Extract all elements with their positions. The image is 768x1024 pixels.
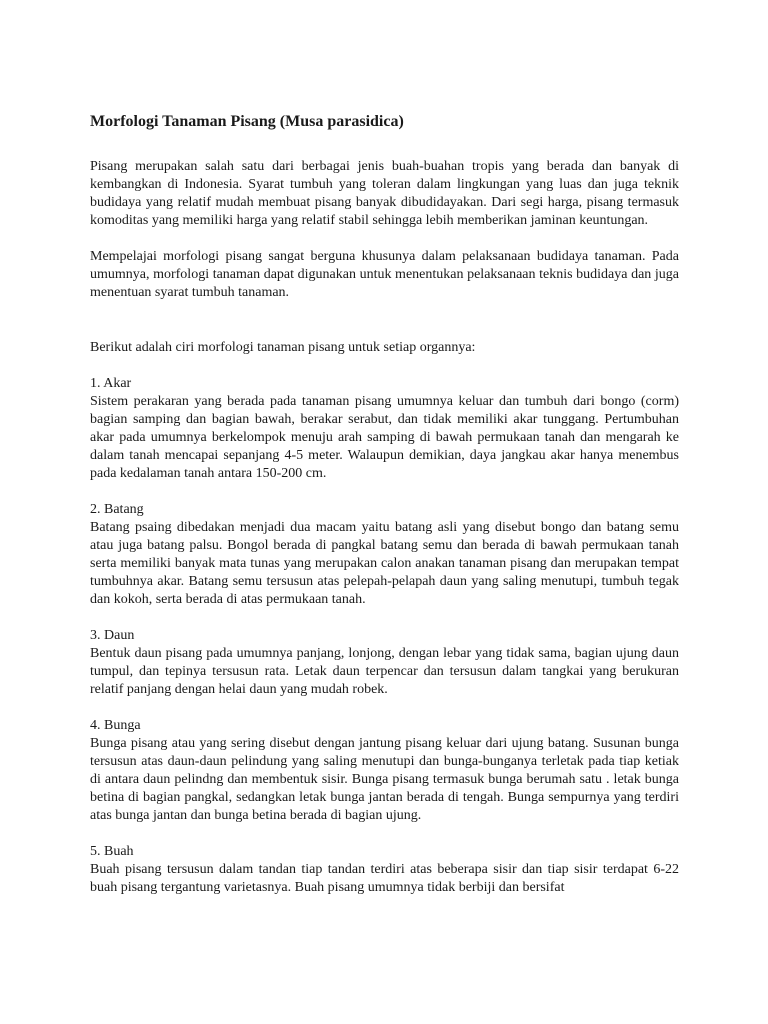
section-heading: 2. Batang [90,502,144,517]
section-body: Sistem perakaran yang berada pada tanaman pisang umumnya keluar dan tumbuh dari bongo (corm) bagian samping dan bagian bawah, berakar serabut, dan tidak memiliki akar tunggang. Pertumbuhan akar pada umumnya berkelompok menuju arah samping di bawah permukaan tanah dan mengarah ke dalam tanah mencapai sepanjang 4-5 meter. Walaupun demikian, daya jangkau akar hanya menembus pada kedalaman tanah antara 150-200 cm. [90,394,679,481]
document-page [90,112,679,915]
intro-paragraph-2: Mempelajai morfologi pisang sangat berguna khusunya dalam pelaksanaan budidaya tanaman. Pada umumnya, morfologi tanaman dapat digunakan untuk menentukan pelaksanaan teknis budidaya dan juga menentuan syarat tumbuh tanaman. [90,249,679,300]
section-body: Bunga pisang atau yang sering disebut dengan jantung pisang keluar dari ujung batang. Susunan bunga tersusun atas daun-daun pelindung yang saling menutupi dan bunga-bunganya terletak pada tiap ketiak di antara daun pelindng dan membentuk sisir. Bunga pisang termasuk bunga berumah satu . letak bunga betina di bagian pangkal, sedangkan letak bunga jantan berada di tengah. Bunga sempurnya yang terdiri atas bunga jantan dan bunga betina berada di bagian ujung. [90,736,679,823]
section-heading: 1. Akar [90,376,132,391]
section-heading: 5. Buah [90,844,134,859]
section-heading: 4. Bunga [90,718,141,733]
section-body: Buah pisang tersusun dalam tandan tiap tandan terdiri atas beberapa sisir dan tiap sisir terdapat 6-22 buah pisang tergantung varietasnya. Buah pisang umumnya tidak berbiji dan bersifat [90,862,679,895]
document-title: Morfologi Tanaman Pisang (Musa parasidica) [90,113,404,130]
intro-paragraph-3: Berikut adalah ciri morfologi tanaman pisang untuk setiap organnya: [90,340,476,355]
section-body: Batang psaing dibedakan menjadi dua macam yaitu batang asli yang disebut bongo dan batang semu atau juga batang palsu. Bongol berada di pangkal batang semu dan berada di bawah permukaan tanah serta memiliki banyak mata tunas yang merupakan calon anakan tanaman pisang dan merupakan tempat tumbuhnya akar. Batang semu tersusun atas pelepah-pelapah daun yang saling menutupi, tumbuh tegak dan kokoh, serta berada di atas permukaan tanah. [90,520,679,607]
section-heading: 3. Daun [90,628,135,643]
section-akar [90,375,679,483]
section-buah [90,843,679,897]
intro-paragraph-1: Pisang merupakan salah satu dari berbagai jenis buah-buahan tropis yang berada dan banyak di kembangkan di Indonesia. Syarat tumbuh yang toleran dalam lingkungan yang luas dan juga teknik budidaya yang relatif mudah membuat pisang banyak dibudidayakan. Dari segi harga, pisang termasuk komoditas yang memiliki harga yang relatif stabil sehingga lebih memberikan jaminan keuntungan. [90,159,679,228]
section-batang [90,501,679,609]
section-daun [90,627,679,699]
section-body: Bentuk daun pisang pada umumnya panjang, lonjong, dengan lebar yang tidak sama, bagian ujung daun tumpul, dan tepinya tersusun rata. Letak daun terpencar dan tersusun dalam tangkai yang berukuran relatif panjang dengan helai daun yang mudah robek. [90,646,679,697]
section-bunga [90,717,679,825]
